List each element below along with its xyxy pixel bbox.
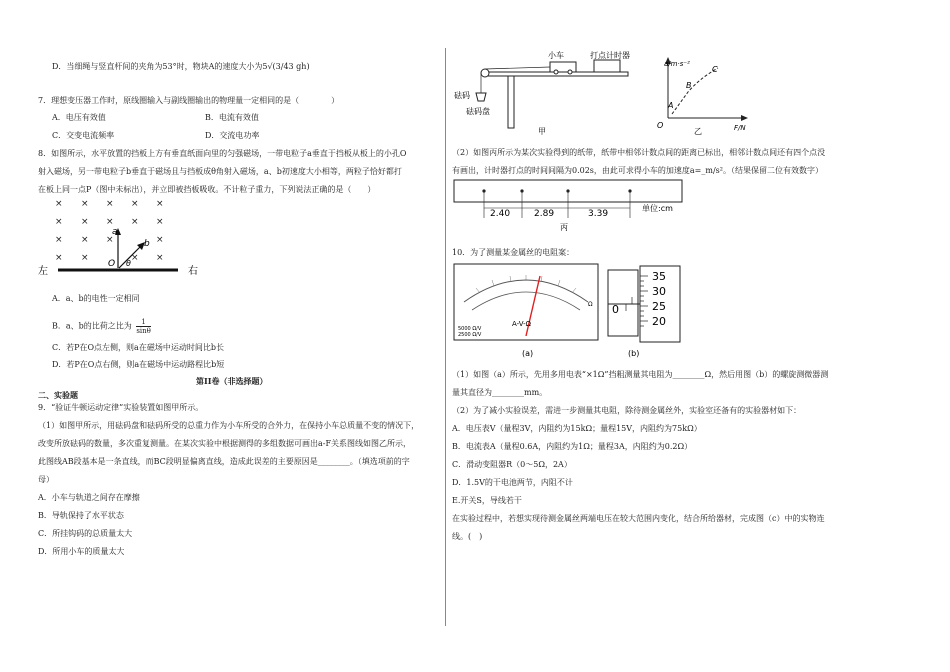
section-experiment: 二、实验题 [38, 390, 78, 400]
q8-option-b: B．a、b的比荷之比为 $\frac{1}{\sin\theta}$ [52, 318, 151, 335]
q9-option-c: C．所挂钩码的总质量太大 [38, 529, 133, 538]
q7-option-d: D．交流电功率 [205, 131, 260, 140]
q8-stem-line1: 8．如图所示，水平放置的挡板上方有垂直纸面向里的匀强磁场，一带电粒子a垂直于挡板从板上的小孔O [38, 149, 407, 158]
micrometer-figure [604, 264, 694, 360]
cart [550, 62, 576, 72]
q9-option-b: B．导轨保持了水平状态 [38, 511, 124, 520]
q10-item-d: D．1.5V的干电池两节，内阻不计 [452, 478, 573, 487]
q9-1-line3: 此图线AB段基本是一条直线，而BC段明显偏离直线，造成此误差的主要原因是________。（填选项前的字 [38, 457, 410, 466]
svg-text:25: 25 [652, 300, 666, 313]
svg-text:Ω: Ω [588, 301, 593, 308]
q7-option-a: A．电压有效值 [52, 113, 106, 122]
q8-stem-line3: 在板上同一点P（图中未标出），并立即被挡板吸收。不计粒子重力，下列说法正确的是（ ） [38, 185, 376, 194]
svg-text:b: b [144, 239, 150, 249]
q9-option-d: D．所用小车的质量太大 [38, 547, 125, 556]
svg-text:×: × [106, 235, 114, 245]
apparatus-figure [452, 48, 632, 136]
field-crosses [55, 199, 164, 263]
svg-text:×: × [131, 217, 139, 227]
part2-heading: 第II卷（非选择题） [196, 376, 268, 386]
left-label: 左 [38, 266, 48, 277]
svg-text:20: 20 [652, 315, 666, 328]
q7-option-b: B．电流有效值 [205, 113, 259, 122]
q9-1-line4: 母） [38, 475, 54, 484]
svg-text:丙: 丙 [560, 223, 568, 232]
svg-text:×: × [55, 199, 63, 209]
svg-text:0: 0 [612, 303, 619, 316]
q10-item-a: A．电压表V（量程3V，内阻约为15kΩ；量程15V，内阻约为75kΩ） [452, 424, 702, 433]
svg-text:a/m·s⁻²: a/m·s⁻² [664, 60, 690, 68]
svg-text:×: × [106, 217, 114, 227]
svg-text:×: × [156, 253, 164, 263]
column-divider [445, 48, 446, 626]
svg-text:a: a [112, 227, 118, 237]
svg-text:2.89: 2.89 [534, 209, 555, 219]
q10-item-e: E.开关S，导线若干 [452, 496, 522, 505]
svg-text:单位:cm: 单位:cm [642, 204, 673, 213]
q10-1-line1: （1）如图（a）所示，先用多用电表“×1Ω”挡粗测量其电阻为________Ω，然后用图（b）的螺旋测微器测 [452, 370, 829, 379]
svg-text:×: × [156, 217, 164, 227]
paper-tape-figure [452, 178, 692, 232]
a-f-curve [672, 68, 718, 114]
svg-text:×: × [156, 199, 164, 209]
svg-text:×: × [81, 217, 89, 227]
q8-option-c: C．若P在O点左侧，则a在磁场中运动时间比b长 [52, 343, 224, 352]
q8-option-a: A．a、b的电性一定相同 [52, 294, 140, 303]
svg-text:2.40: 2.40 [490, 209, 511, 219]
q8-option-d: D．若P在O点右侧，则a在磁场中运动路程比b短 [52, 360, 225, 369]
svg-text:35: 35 [652, 270, 666, 283]
svg-text:甲: 甲 [538, 127, 546, 136]
svg-text:×: × [156, 235, 164, 245]
q10-1-line2: 量其直径为________mm。 [452, 388, 548, 397]
svg-text:2500 Ω/V: 2500 Ω/V [458, 332, 482, 338]
q10-stem: 10．为了测量某金属丝的电阻案： [452, 248, 575, 257]
timer [594, 60, 620, 72]
svg-text:砝码: 砝码 [454, 91, 470, 100]
svg-text:×: × [106, 199, 114, 209]
multimeter-figure [452, 262, 602, 362]
svg-text:×: × [81, 235, 89, 245]
svg-text:30: 30 [652, 285, 666, 298]
svg-text:O: O [657, 121, 664, 130]
svg-text:×: × [131, 253, 139, 263]
svg-text:(a): (a) [522, 349, 534, 358]
svg-text:O: O [108, 259, 116, 269]
q9-1-line2: 改变所放砝码的数量，多次重复测量。在某次实验中根据测得的多组数据可画出a-F关系图线如图乙所示， [38, 439, 412, 448]
svg-text:3.39: 3.39 [588, 209, 609, 219]
q7-option-c: C．交变电流频率 [52, 131, 115, 140]
svg-text:F/N: F/N [734, 124, 746, 132]
q9-1-line1: （1）如图甲所示，用砝码盘和砝码所受的总重力作为小车所受的合外力，在保持小车总质量不变的情况下， [38, 421, 420, 430]
right-label: 右 [188, 266, 198, 277]
svg-text:小车: 小车 [548, 51, 564, 60]
svg-text:×: × [81, 253, 89, 263]
table-leg [508, 76, 514, 128]
svg-text:A: A [668, 101, 674, 110]
q8-field-figure [38, 198, 208, 280]
q10-item-b: B．电流表A（量程0.6A，内阻约为1Ω；量程3A，内阻约为0.2Ω） [452, 442, 693, 451]
svg-text:(b): (b) [628, 349, 640, 358]
q9-stem: 9．“验证牛顿运动定律”实验装置如图甲所示。 [38, 403, 204, 412]
q7-stem: 7．理想变压器工作时，原线圈输入与副线圈输出的物理量一定相同的是（ ） [38, 96, 340, 105]
q6-option-d: D．当细绳与竖直杆间的夹角为53°时，物块A的速度大小为5√(3/43 gh) [52, 62, 310, 71]
svg-text:C: C [712, 65, 718, 74]
q10-item-c: C．滑动变阻器R（0～5Ω，2A） [452, 460, 572, 469]
svg-text:×: × [131, 199, 139, 209]
q9-option-a: A．小车与轨道之间存在摩擦 [38, 493, 140, 502]
svg-text:打点计时器: 打点计时器 [590, 51, 630, 60]
svg-text:×: × [55, 235, 63, 245]
svg-text:A-V-Ω: A-V-Ω [512, 320, 532, 328]
a-f-graph [654, 56, 764, 136]
svg-text:×: × [81, 199, 89, 209]
q10-2-stem: （2）为了减小实验误差，需进一步测量其电阻，除待测金属丝外，实验室还备有的实验器材如下： [452, 406, 802, 415]
svg-text:θ: θ [126, 259, 131, 268]
svg-text:砝码盘: 砝码盘 [466, 107, 490, 116]
svg-text:乙: 乙 [694, 127, 702, 136]
pulley [481, 69, 489, 77]
q9-2-line2: 有画出，计时器打点的时间间隔为0.02s，由此可求得小车的加速度a=_m/s²。（结果保留二位有效数字） [452, 166, 823, 175]
weight-pan [476, 93, 486, 101]
svg-text:B: B [686, 81, 692, 90]
q9-2-line1: （2）如图丙所示为某次实验得到的纸带，纸带中相邻计数点间的距离已标出，相邻计数点间还有四个点没 [452, 148, 826, 157]
q10-task-line1: 在实验过程中，若想实现待测金属丝两端电压在较大范围内变化，结合所给器材，完成图（c）中的实物连 [452, 514, 825, 523]
svg-text:×: × [55, 253, 63, 263]
q10-task-line2: 线。( ) [452, 532, 483, 541]
svg-text:×: × [55, 217, 63, 227]
q8-stem-line2: 射入磁场，另一带电粒子b垂直于磁场且与挡板成θ角射入磁场，a、b初速度大小相等，两粒子恰好都打 [38, 167, 402, 176]
svg-text:5000 Ω/V: 5000 Ω/V [458, 326, 482, 332]
